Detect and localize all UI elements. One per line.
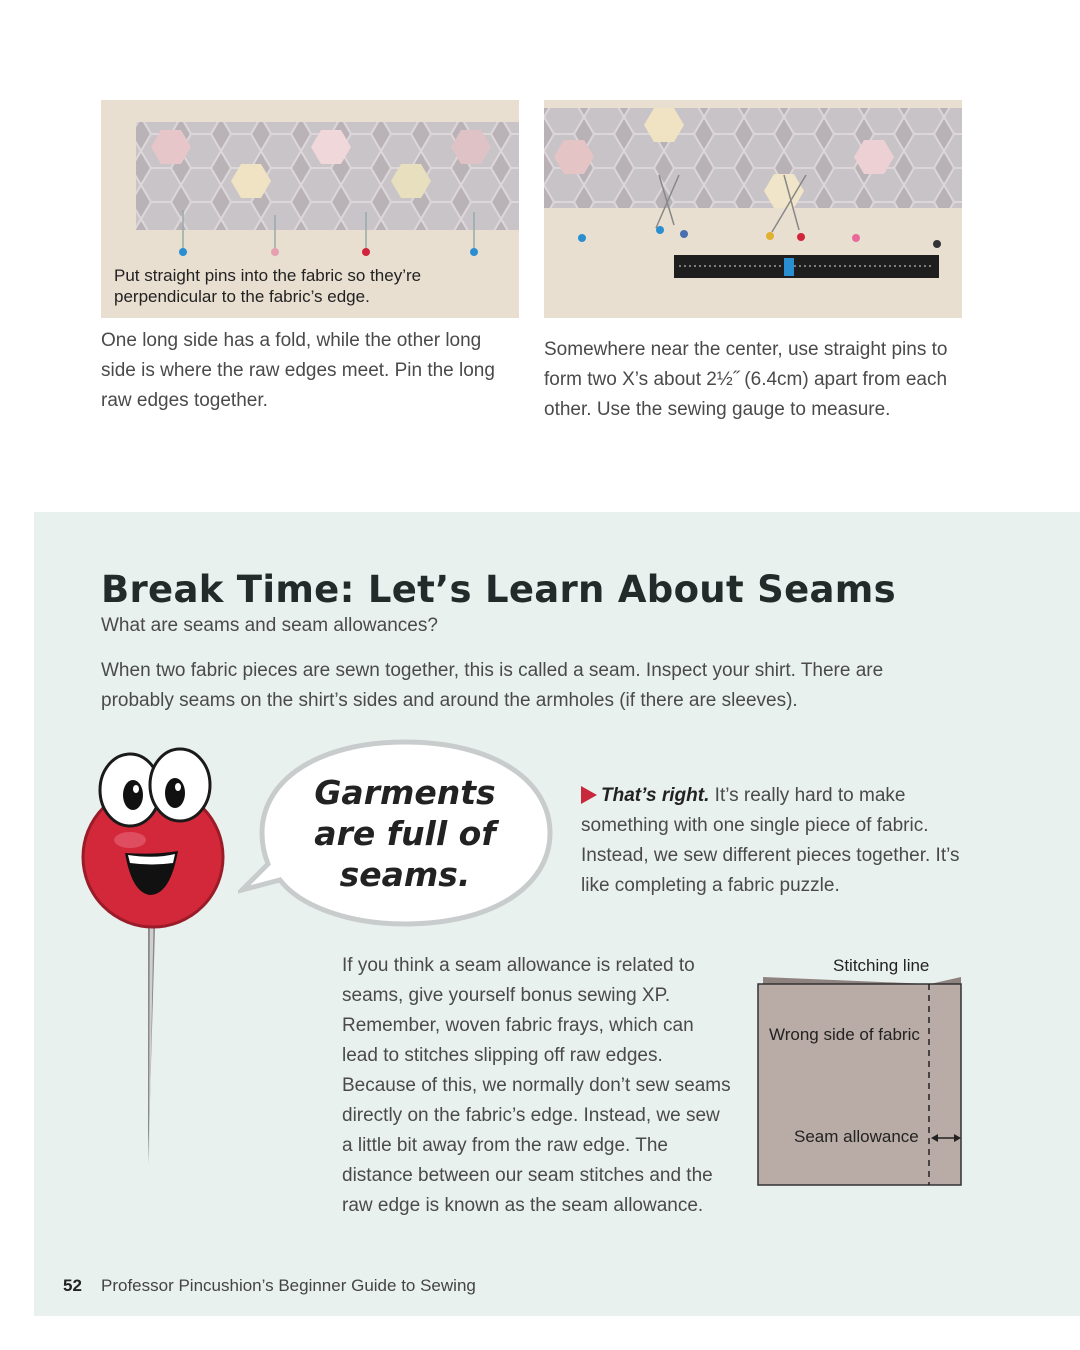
- seam-allowance-diagram: [755, 952, 970, 1192]
- section-subtitle: What are seams and seam allowances?: [101, 615, 438, 636]
- photo-pinned-fabric-right: [544, 100, 962, 318]
- stitching-line-label: Stitching line: [833, 956, 930, 975]
- photo-caption: Put straight pins into the fabric so they’re perpendicular to the fabric’s edge.: [114, 266, 422, 306]
- page-number: 52: [63, 1276, 82, 1295]
- photo-left-description: One long side has a fold, while the other long side is where the raw edges meet. Pin the long raw edges together.: [101, 330, 495, 411]
- thats-right-paragraph: [581, 781, 961, 901]
- seam-allowance-text: If you think a seam allowance is related to seams, give yourself bonus sewing XP. Remember, woven fabric frays, which can lead to stitches slipping off raw edges. Because of this, we normally don’t sew seams directly on the fabric’s edge. Instead, we sew a little bit away from the raw edge. The distance between our seam stitches and the raw edge is known as the seam allowance.: [342, 955, 731, 1216]
- seam-allowance-label: Seam allowance: [794, 1127, 919, 1146]
- play-triangle-icon: [581, 786, 597, 804]
- bubble-line-3: seams.: [339, 855, 471, 894]
- photo-pinned-fabric-left: [101, 100, 519, 318]
- seam-intro-text: When two fabric pieces are sewn together, this is called a seam. Inspect your shirt. There are probably seams on the shirt’s sides and around the armholes (if there are sleeves).: [101, 660, 884, 711]
- fabric-gauge-illustration: [544, 100, 962, 318]
- wrong-side-label: Wrong side of fabric: [769, 1025, 920, 1044]
- thats-right-text: It’s really hard to make something with one single piece of fabric. Instead, we sew different pieces together. It’s like completing a fabric puzzle.: [581, 785, 960, 896]
- book-title: Professor Pincushion’s Beginner Guide to Sewing: [101, 1276, 476, 1295]
- photo-right-description: Somewhere near the center, use straight pins to form two X’s about 2½˝ (6.4cm) apart from each other. Use the sewing gauge to measure.: [544, 339, 948, 420]
- bubble-line-1: Garments: [314, 773, 496, 812]
- bubble-line-2: are full of: [314, 814, 496, 853]
- fabric-diagram-icon: [755, 952, 970, 1192]
- pincushion-mascot-icon: [70, 735, 250, 1175]
- thats-right-lead: That’s right.: [601, 785, 710, 806]
- section-heading: Break Time: Let’s Learn About Seams: [101, 568, 896, 611]
- speech-bubble-text: [290, 772, 520, 895]
